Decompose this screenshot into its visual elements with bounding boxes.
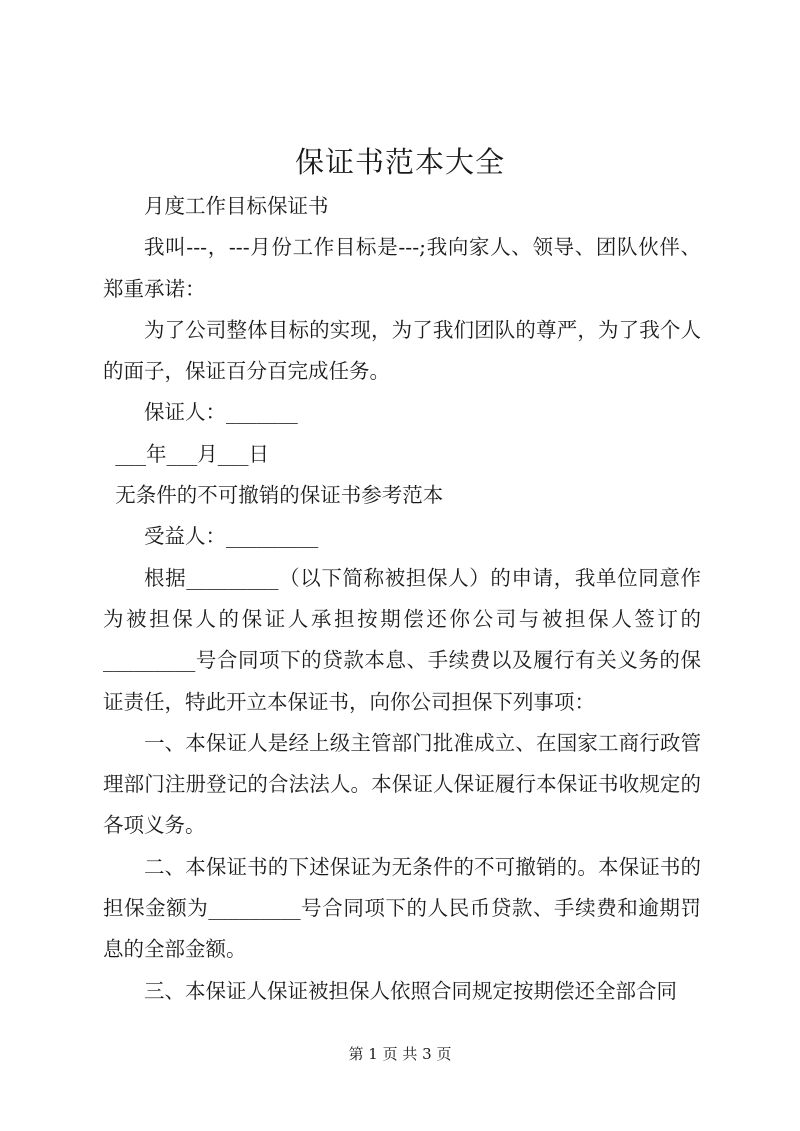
paragraph-commitment: 我叫---，---月份工作目标是---;我向家人、领导、团队伙伴、郑重承诺： xyxy=(103,235,701,301)
document-body xyxy=(103,186,701,1012)
page-title: 保证书范本大全 xyxy=(294,145,505,179)
section-heading-unconditional-guarantee: 无条件的不可撤销的保证书参考范本 xyxy=(115,483,444,508)
section-heading-monthly-goal: 月度工作目标保证书 xyxy=(144,194,329,218)
clause-one: 一、本保证人是经上级主管部门批准成立、在国家工商行政管理部门注册登记的合法法人。本保证人保证履行本保证书收规定的各项义务。 xyxy=(103,730,701,838)
clause-two: 二、本保证书的下述保证为无条件的不可撤销的。本保证书的担保金额为_________号合同项下的人民币贷款、手续费和逾期罚息的全部金额。 xyxy=(103,854,701,962)
date-line: ___年___月___日 xyxy=(115,441,270,466)
clause-three: 三、本保证人保证被担保人依照合同规定按期偿还全部合同 xyxy=(144,978,677,1003)
beneficiary-line: 受益人：_________ xyxy=(144,524,319,549)
guarantor-signature-line: 保证人：_______ xyxy=(144,400,298,425)
page-footer: 第 1 页 共 3 页 xyxy=(348,1045,452,1063)
paragraph-basis: 根据_________（以下简称被担保人）的申请，我单位同意作为被担保人的保证人承担按期偿还你公司与被担保人签订的_________号合同项下的贷款本息、手续费以及履行有关义务的保证责任，特此开立本保证书，向你公司担保下列事项： xyxy=(103,565,701,714)
paragraph-purpose: 为了公司整体目标的实现，为了我们团队的尊严，为了我个人的面子，保证百分百完成任务。 xyxy=(103,317,701,384)
